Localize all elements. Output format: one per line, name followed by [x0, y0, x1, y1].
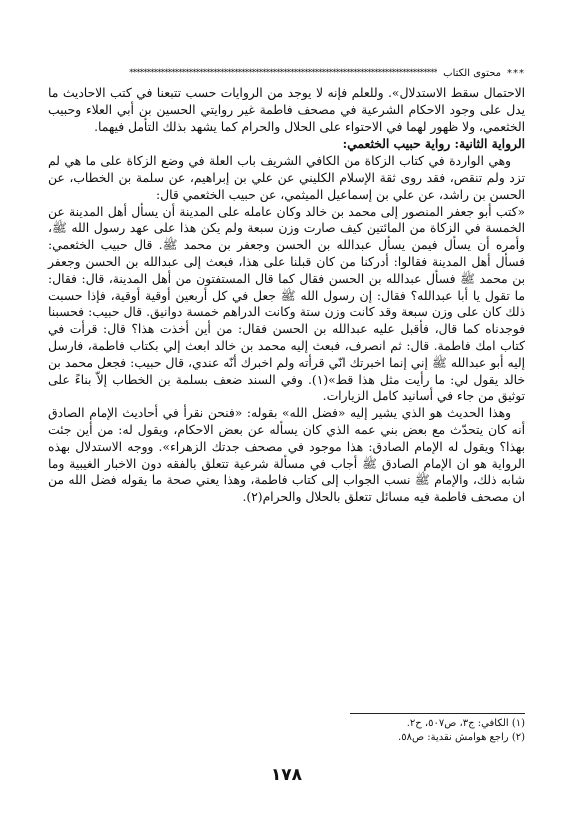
paragraph-discussion: وهذا الحديث هو الذي يشير إليه «فضل الله» بقوله: «فنحن نقرأ في أحاديث الإمام الصادق أنه كان يتحدّث مع بعض بني عمه الذي كان يسأله عن بعض الاحكام، ويقول له: من أين جئت بهذا؟ ويقول له الإمام الصادق: هذا موجود في مصحف جدتك الزهراء». ووجه الاستدلال بهذه الرواية هو ان الإمام الصادق ﷺ أجاب في مسألة شرعية تتعلق بالفقه دون الاخبار الغيبية وما شابه ذلك، والإمام ﷺ نسب الجواب إلى كتاب فاطمة، وهذا يعني صحة ما يقوله فضل الله من ان مصحف فاطمة فيه مسائل تتعلق بالحلال والحرام(٢). [48, 406, 525, 505]
header-asterisks: *** [507, 67, 525, 79]
footnote-2: (٢) راجع هوامش نقدية: ص٥٨. [398, 732, 525, 743]
page-body [48, 85, 525, 506]
header-title: محتوى الكتاب [443, 67, 501, 79]
header-rule-stars: **************************************************************************************** [129, 68, 438, 78]
paragraph-source: وهي الواردة في كتاب الزكاة من الكافي الشريف باب العلة في وضع الزكاة على ما هي لم تزد ولم تنقص، فقد روى ثقة الإسلام الكليني عن علي بن إبراهيم، عن سلمة بن الخطاب، عن الحسن بن راشد، عن علي بن إسماعيل الميثمي، عن حبيب الخثعمي قال: [48, 154, 525, 202]
footnote-1: (١) الكافي: ج٣، ص٥٠٧، ح٢. [406, 718, 525, 729]
section-heading: الرواية الثانية: رواية حبيب الخثعمي: [342, 136, 525, 152]
paragraph-intro: الاحتمال سقط الاستدلال». وللعلم فإنه لا يوجد من الروايات حسب تتبعنا في كتب الاحاديث ما يدل على وجود الاحكام الشرعية في مصحف فاطمة غير روايتي الحسين بن أبي العلاء وحبيب الخثعمي، ولا ظهور لهما في الاحتواء على الحلال والحرام كما يشهد بذلك التأمل فيهما. [48, 86, 525, 134]
footnote-separator [350, 713, 525, 714]
running-header [48, 66, 525, 80]
footnotes [48, 717, 525, 745]
page-number: ١٧٨ [270, 765, 303, 785]
paragraph-hadith: «كتب أبو جعفر المنصور إلى محمد بن خالد وكان عامله على المدينة أن يسأل أهل المدينة عن الخمسة في الزكاة من المائتين كيف صارت وزن سبعة ولم يكن هذا على عهد رسول الله ﷺ، وأمره أن يسأل فيمن يسأل عبدالله بن الحسن وجعفر بن محمد ﷺ. قال حبيب الخثعمي: فسأل أهل المدينة فقالوا: أدركنا من كان قبلنا على هذا، فبعث إلى عبدالله بن الحسن وجعفر بن محمد ﷺ فسأل عبدالله بن الحسن فقال كما قال المستفتون من أهل المدينة، قال: فقال: ما تقول يا أبا عبدالله؟ فقال: إن رسول الله ﷺ جعل في كل أربعين أوقية أوقية، فإذا حسبت ذلك كان على وزن سبعة وقد كانت وزن ستة وكانت الدراهم خمسة دوانيق. قال حبيب: فحسبنا فوجدناه كما قال، فأقبل عليه عبدالله بن الحسن فقال: من أين أخذت هذا؟ قال: قرأت في كتاب امك فاطمة. قال: ثم انصرف، فبعث إليه محمد بن خالد ابعث إلي بكتاب فاطمة، فارسل إليه أبو عبدالله ﷺ إني إنما اخبرتك انّي قرأته ولم اخبرك أنّه عندي، قال حبيب: فجعل محمد بن خالد يقول لي: ما رأيت مثل هذا قط»(١). وفي السند ضعف بسلمة بن الخطاب إلاّ بناءً على توثيق من جاء في أسانيد كامل الزيارات. [48, 204, 525, 404]
